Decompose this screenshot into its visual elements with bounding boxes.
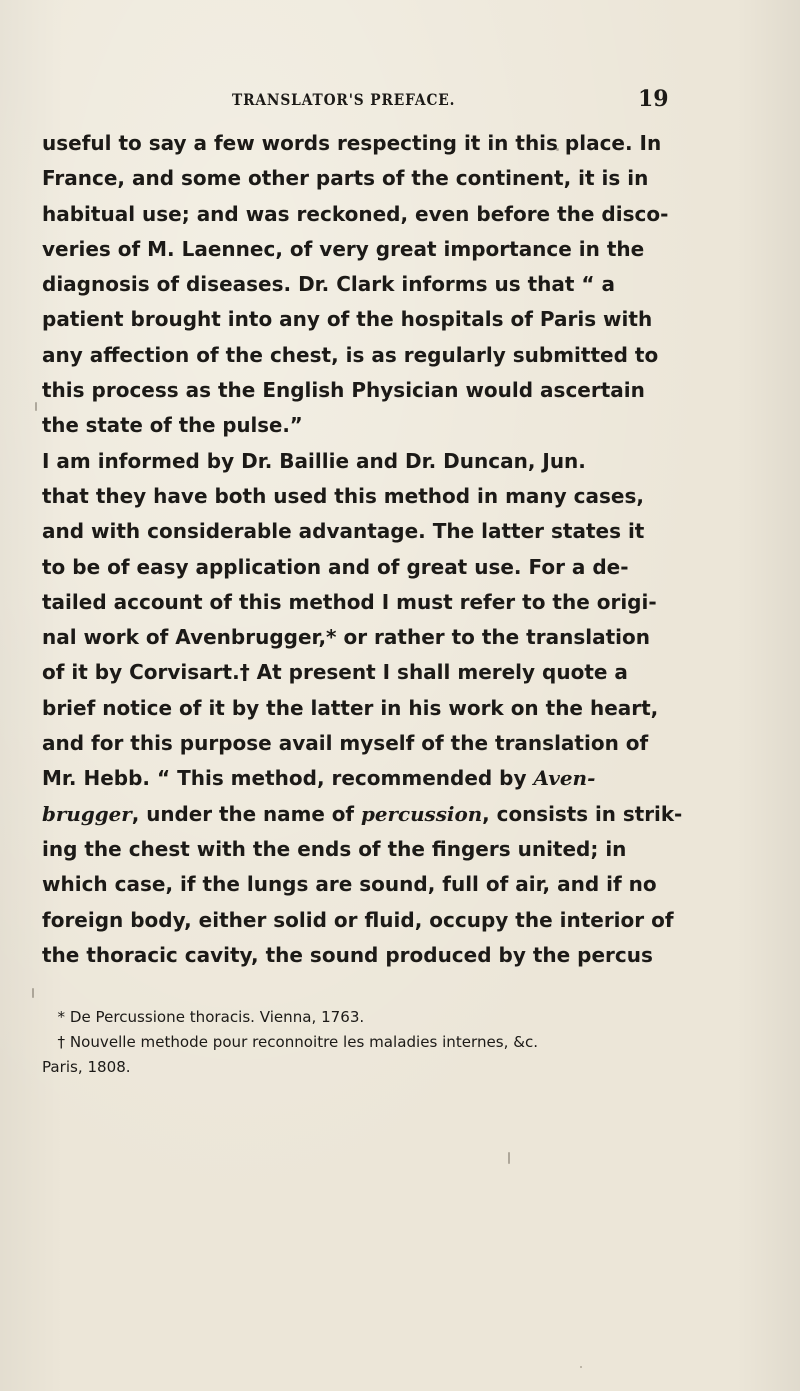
text-line — [42, 903, 682, 938]
running-head — [0, 86, 800, 116]
line-text: brief notice of it by the latter in his work on the heart, — [42, 695, 659, 720]
line-text: the state of the pulse.” — [42, 413, 303, 438]
paper-speck — [32, 988, 34, 998]
paper-speck — [508, 1152, 510, 1164]
line-text: and for this purpose avail myself of the translation of — [42, 731, 649, 756]
text-line — [42, 126, 682, 161]
page-number: 19 — [638, 86, 669, 112]
paper-speck — [556, 148, 559, 151]
footnotes — [42, 1005, 762, 1080]
line-text: of it by Corvisart.† At present I shall merely quote a — [42, 660, 628, 685]
text-line — [42, 585, 682, 620]
line-text: to be of easy application and of great use. For a de- — [42, 554, 629, 579]
text-line — [42, 655, 682, 690]
text-line — [42, 161, 682, 196]
text-line — [42, 726, 682, 761]
italic-text: Aven- — [533, 766, 596, 791]
text-line — [42, 620, 682, 655]
text-line — [42, 479, 682, 514]
footnote-line: Paris, 1808. — [42, 1058, 131, 1076]
line-text: foreign body, either solid or fluid, occupy the interior of — [42, 907, 674, 932]
footnote-line: * De Percussione thoracis. Vienna, 1763. — [57, 1008, 365, 1026]
line-text: the thoracic cavity, the sound produced by the percus — [42, 942, 653, 967]
text-line — [42, 373, 682, 408]
line-text: and with considerable advantage. The latter states it — [42, 519, 645, 544]
italic-text: percussion — [360, 801, 483, 826]
text-line — [42, 408, 672, 443]
running-title: TRANSLATOR'S PREFACE. — [232, 90, 456, 109]
text-line — [42, 691, 682, 726]
paper-speck — [35, 402, 37, 411]
text-line — [42, 550, 682, 585]
text-line — [42, 761, 682, 796]
line-text: tailed account of this method I must refer to the origi- — [42, 589, 657, 614]
paper-speck — [580, 1366, 582, 1368]
italic-text: brugger — [42, 801, 132, 826]
text-line — [42, 267, 682, 302]
line-text: nal work of Avenbrugger,* or rather to the translation — [42, 625, 650, 650]
text-line — [42, 938, 682, 973]
line-text: patient brought into any of the hospitals of Paris with — [42, 307, 653, 332]
line-text: habitual use; and was reckoned, even before the disco- — [42, 201, 669, 226]
text-line — [42, 232, 682, 267]
line-text: , under the name of — [131, 801, 361, 826]
body-text — [42, 126, 682, 973]
footnote-line: † Nouvelle methode pour reconnoitre les maladies internes, &c. — [57, 1033, 539, 1051]
line-text: any affection of the chest, is as regularly submitted to — [42, 342, 659, 367]
text-line — [42, 832, 682, 867]
text-line — [42, 514, 682, 549]
line-text: veries of M. Laennec, of very great importance in the — [42, 236, 645, 261]
line-text: France, and some other parts of the continent, it is in — [42, 166, 649, 191]
text-line — [42, 797, 683, 832]
text-line — [42, 444, 682, 479]
line-text: I am informed by Dr. Baillie and Dr. Duncan, Jun. — [42, 448, 586, 473]
line-text: diagnosis of diseases. Dr. Clark informs us that “ a — [42, 272, 616, 297]
line-text: which case, if the lungs are sound, full of air, and if no — [42, 872, 657, 897]
line-text: , consists in strik- — [482, 801, 683, 826]
text-line — [42, 867, 682, 902]
line-text: Mr. Hebb. “ This method, recommended by — [42, 766, 534, 791]
text-line — [42, 197, 682, 232]
line-text: that they have both used this method in many cases, — [42, 483, 644, 508]
line-text: this process as the English Physician would ascertain — [42, 378, 645, 403]
text-line — [42, 302, 682, 337]
text-line — [42, 338, 682, 373]
line-text: ing the chest with the ends of the fingers united; in — [42, 836, 627, 861]
line-text: useful to say a few words respecting it in this place. In — [42, 131, 662, 155]
